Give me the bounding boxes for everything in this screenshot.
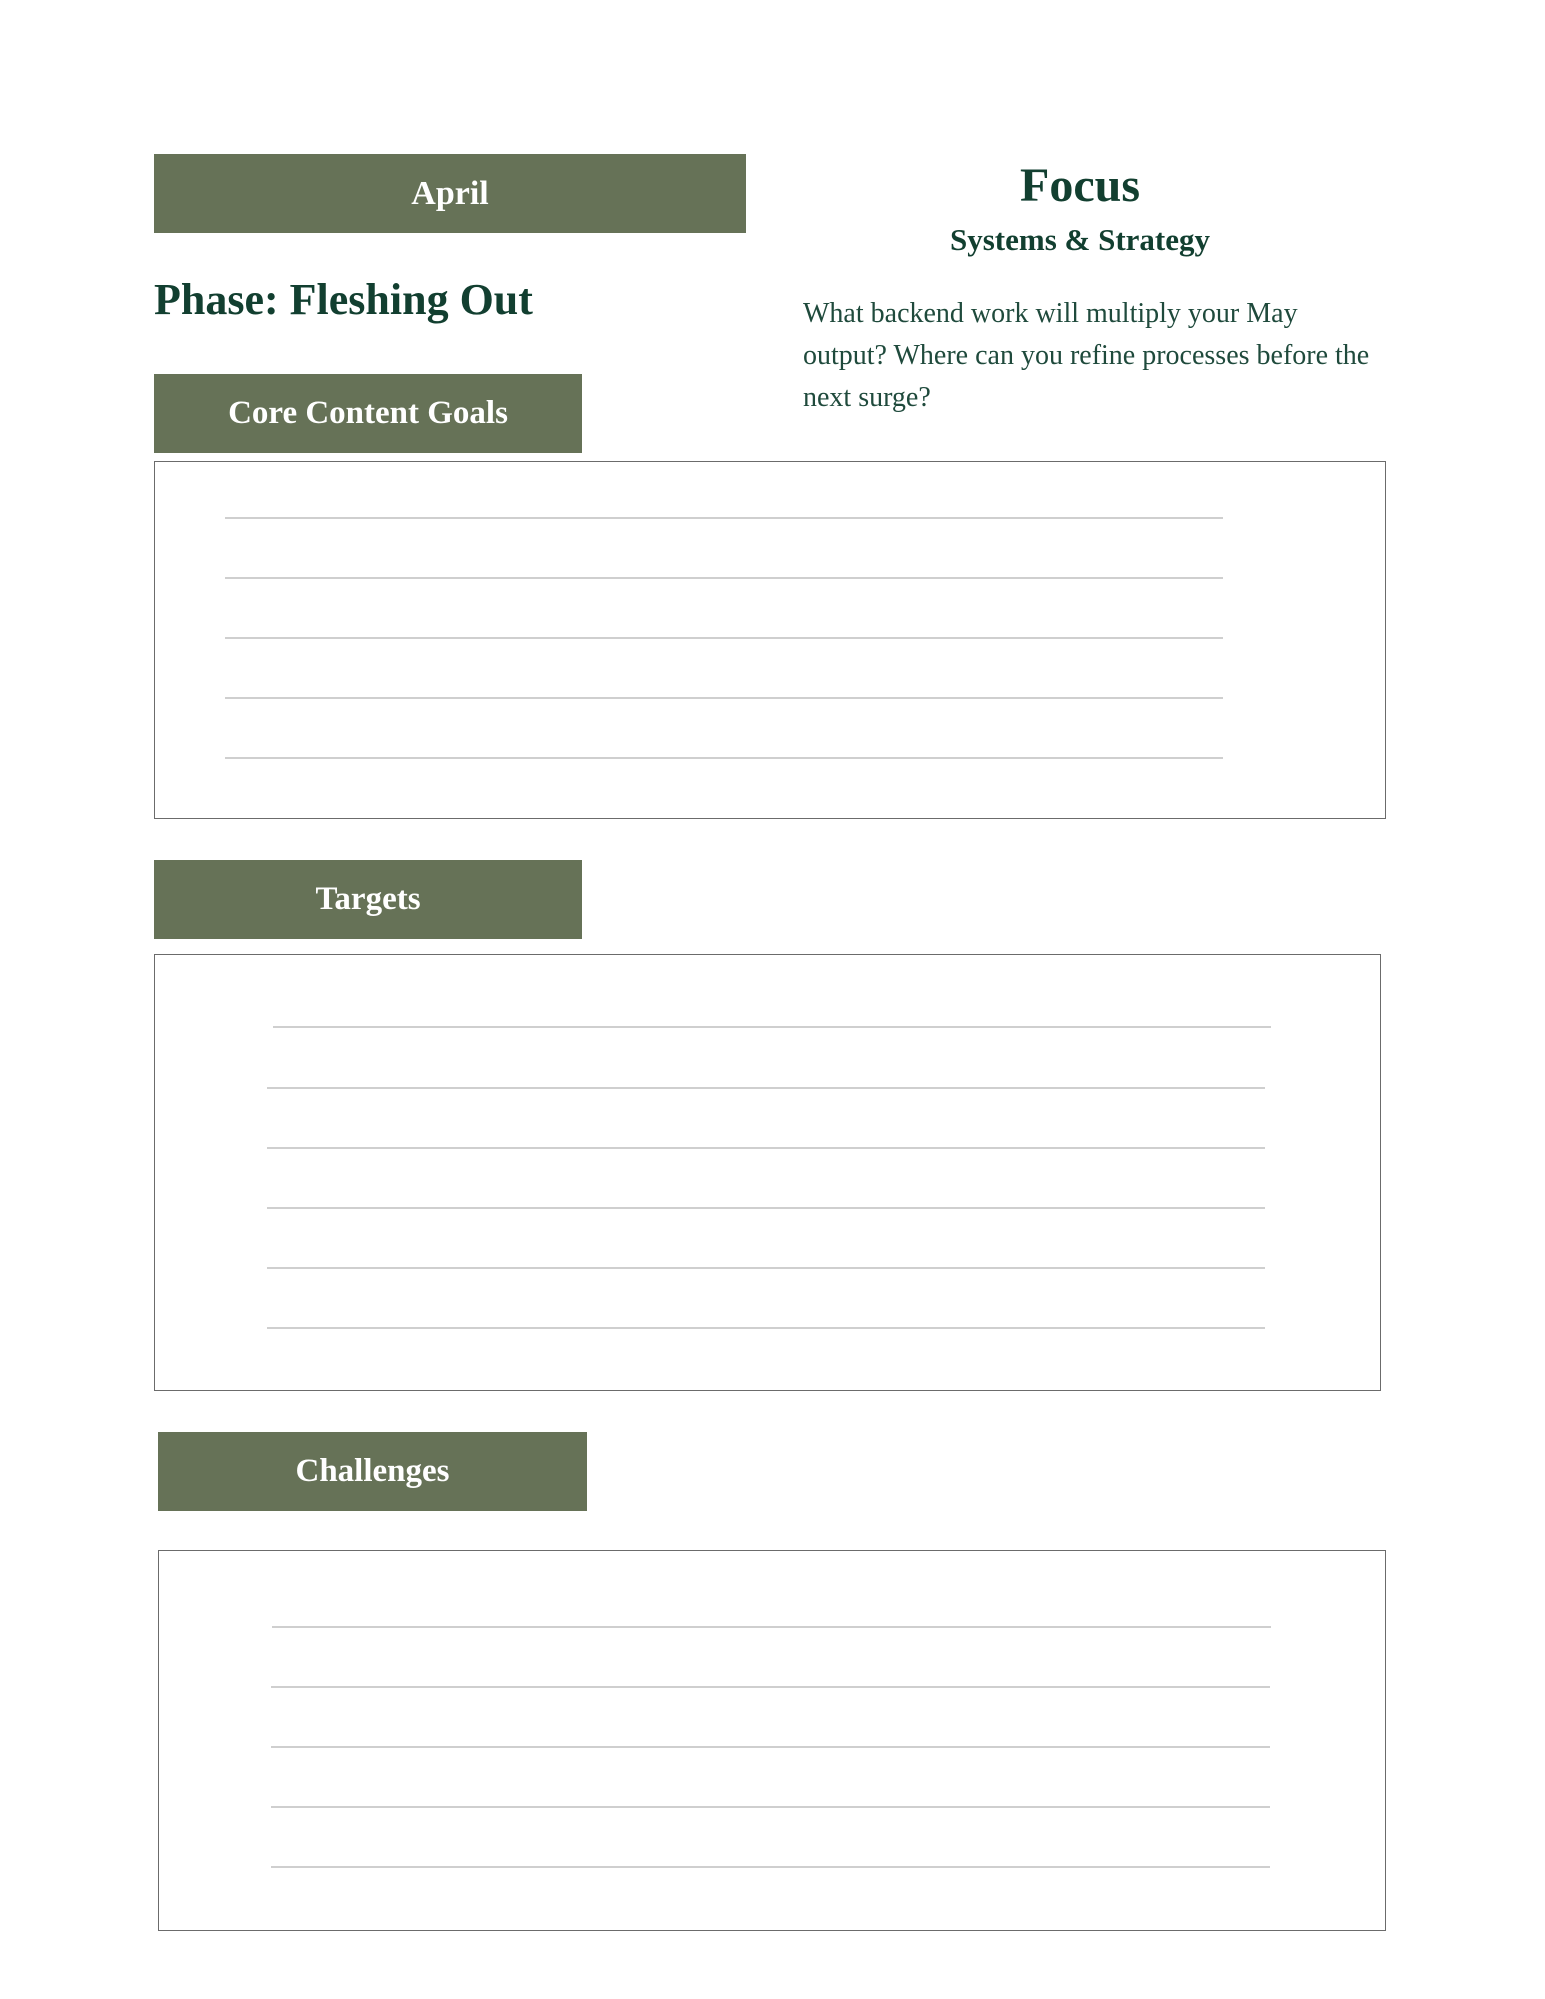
writing-line — [267, 1267, 1265, 1269]
writing-line — [225, 697, 1223, 699]
core-content-goals-writing-area[interactable] — [154, 461, 1386, 819]
writing-line — [225, 637, 1223, 639]
phase-title: Phase: Fleshing Out — [154, 275, 533, 324]
focus-prompt: What backend work will multiply your May output? Where can you refine processes before the next surge? — [803, 298, 1370, 413]
targets-writing-area[interactable] — [154, 954, 1381, 1391]
focus-title: Focus — [1020, 159, 1140, 212]
writing-line — [225, 517, 1223, 519]
core-content-goals-label: Core Content Goals — [228, 395, 508, 431]
challenges-label: Challenges — [295, 1453, 450, 1489]
targets-label: Targets — [315, 881, 421, 917]
targets-header — [154, 860, 582, 939]
core-content-goals-header — [154, 374, 582, 453]
writing-line — [271, 1806, 1270, 1808]
writing-line — [271, 1746, 1270, 1748]
challenges-writing-area[interactable] — [158, 1550, 1386, 1931]
writing-line — [225, 577, 1223, 579]
writing-line — [267, 1207, 1265, 1209]
writing-line — [272, 1626, 1271, 1628]
writing-line — [267, 1327, 1265, 1329]
writing-line — [225, 757, 1223, 759]
month-banner — [154, 154, 746, 233]
writing-line — [267, 1087, 1265, 1089]
challenges-header — [158, 1432, 587, 1511]
writing-line — [271, 1866, 1270, 1868]
writing-line — [273, 1026, 1271, 1028]
focus-subtitle: Systems & Strategy — [949, 222, 1210, 257]
month-label: April — [411, 174, 489, 212]
writing-line — [267, 1147, 1265, 1149]
writing-line — [271, 1686, 1270, 1688]
